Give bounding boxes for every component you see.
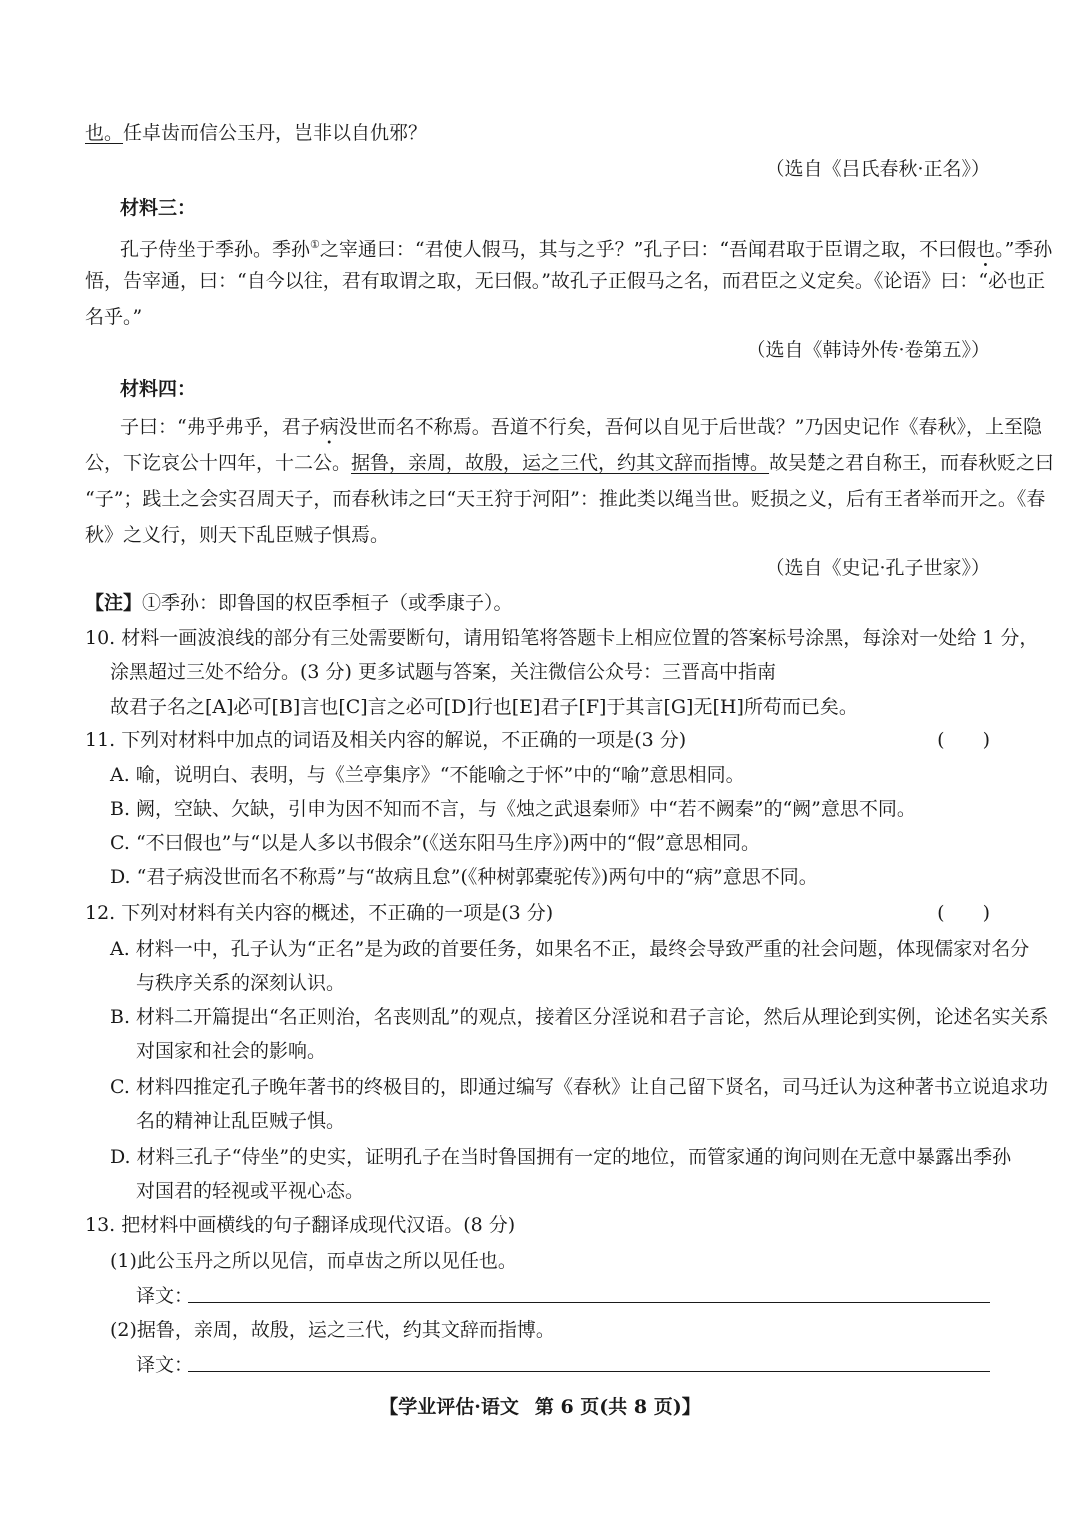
answer-paren: ( ) <box>937 729 990 751</box>
dotted-word: 也 <box>976 238 996 261</box>
dotted-word: 病 <box>319 416 339 438</box>
question-12-option-c-line-2: 名的精神让乱臣贼子惧。 <box>136 1110 346 1132</box>
material-four-source: （选自《史记·孔子世家》） <box>765 557 990 579</box>
question-12-option-b-line-1: B. 材料二开篇提出“名正则治，名丧则乱”的观点，接着区分淫说和君子言论，然后从理论到实例，论述名实关系 <box>110 1006 1049 1028</box>
question-12-stem: 12. 下列对材料有关内容的概述，不正确的一项是(3 分) <box>85 902 554 924</box>
material-three-line-3: 名乎。” <box>85 306 143 328</box>
material-four-line-3: “子”；践土之会实召周天子，而春秋讳之曰“天王狩于河阳”：推此类以绳当世。贬损之义，后有王者举而开之。《春 <box>85 488 1046 510</box>
translation-label: 译文： <box>136 1285 194 1307</box>
underlined-fragment: 也。 <box>85 122 124 144</box>
material-four-line-4: 秋》之义行，则天下乱臣贼子惧焉。 <box>85 524 390 546</box>
question-12-option-b-line-2: 对国家和社会的影响。 <box>136 1040 327 1062</box>
material-three-source: （选自《韩诗外传·卷第五》） <box>746 339 990 361</box>
material-two-source: （选自《吕氏春秋·正名》） <box>765 158 990 180</box>
question-12-option-a-line-1: A. 材料一中，孔子认为“正名”是为政的首要任务，如果名不正，最终会导致严重的社会问题，体现儒家对名分 <box>110 938 1030 960</box>
text-span: 没世而名不称焉。吾道不行矣，吾何以自见于后世哉？”乃因史记作《春秋》，上至隐 <box>338 416 1042 438</box>
text-span: 之宰通曰：“君使人假马，其与之乎？”孔子曰：“吾闻君取于臣谓之取，不曰假 <box>319 238 977 261</box>
translation-answer-line-1[interactable] <box>188 1302 990 1303</box>
underlined-sentence: 据鲁，亲周，故殷，运之三代，约其文辞而指博。 <box>351 452 770 474</box>
material-four-line-1 <box>120 410 1042 449</box>
note-marker: ① <box>310 238 320 251</box>
question-11-stem: 11. 下列对材料中加点的词语及相关内容的解说，不正确的一项是(3 分) <box>85 729 687 751</box>
material-three-heading: 材料三： <box>120 197 197 219</box>
question-11-option-a: A. 喻，说明白、表明，与《兰亭集序》“不能喻之于怀”中的“喻”意思相同。 <box>110 764 745 786</box>
translation-label: 译文： <box>136 1354 194 1376</box>
material-four-line-2 <box>85 446 1055 480</box>
translation-answer-line-2[interactable] <box>188 1371 990 1372</box>
material-two-tail-text: 任卓齿而信公玉丹，岂非以自仇邪？ <box>123 122 428 144</box>
question-13-stem: 13. 把材料中画横线的句子翻译成现代汉语。(8 分) <box>85 1214 516 1236</box>
question-10-line-1: 10. 材料一画波浪线的部分有三处需要断句，请用铅笔将答题卡上相应位置的答案标号涂黑，每涂对一处给 1 分， <box>85 627 1039 649</box>
text-span: 子曰：“弗乎弗乎，君子 <box>120 416 320 438</box>
question-12-option-d-line-1: D. 材料三孔子“侍坐”的史实，证明孔子在当时鲁国拥有一定的地位，而管家通的询问则在无意中暴露出季孙 <box>110 1146 1012 1168</box>
text-span: 。”季孙 <box>995 238 1053 261</box>
question-12-option-a-line-2: 与秩序关系的深刻认识。 <box>136 972 346 994</box>
question-13-sentence-2: (2)据鲁，亲周，故殷，运之三代，约其文辞而指博。 <box>110 1319 555 1341</box>
question-12-option-d-line-2: 对国君的轻视或平视心态。 <box>136 1180 365 1202</box>
note-label: 【注】 <box>85 592 143 614</box>
material-four-heading: 材料四： <box>120 378 197 400</box>
footer-title: 【学业评估·语文 <box>379 1396 519 1418</box>
text-span: 孔子侍坐于季孙。季孙 <box>120 238 311 261</box>
question-10-options: 故君子名之[A]必可[B]言也[C]言之必可[D]行也[E]君子[F]于其言[G]无[H]所苟而已矣。 <box>110 696 858 718</box>
question-11-option-d: D. “君子病没世而名不称焉”与“故病且怠”(《种树郭橐驼传》)两句中的“病”意思不同。 <box>110 866 818 888</box>
answer-paren: ( ) <box>937 902 990 924</box>
text-span: 公，下讫哀公十四年，十二公。 <box>85 452 352 474</box>
note-text: ①季孙：即鲁国的权臣季桓子（或季康子）。 <box>142 592 513 614</box>
footer-page-number: 第 6 页(共 8 页)】 <box>534 1396 701 1418</box>
text-span: 故吴楚之君自称王，而春秋贬之曰 <box>769 452 1055 474</box>
question-10-line-2: 涂黑超过三处不给分。(3 分) 更多试题与答案，关注微信公众号：三晋高中指南 <box>110 661 776 683</box>
material-three-line-2: 悟，告宰通，曰：“自今以往，君有取谓之取，无曰假。”故孔子正假马之名，而君臣之义定矣。《论语》曰：“必也正 <box>85 270 1046 292</box>
question-12-option-c-line-1: C. 材料四推定孔子晚年著书的终极目的，即通过编写《春秋》让自己留下贤名，司马迁认为这种著书立说追求功 <box>110 1076 1048 1098</box>
page-footer <box>0 1392 1080 1419</box>
question-13-sentence-1: (1)此公玉丹之所以见信，而卓齿之所以见任也。 <box>110 1250 517 1272</box>
question-11-option-c: C. “不曰假也”与“以是人多以书假余”(《送东阳马生序》)两中的“假”意思相同。 <box>110 832 761 854</box>
annotation-note <box>85 586 990 620</box>
material-two-tail <box>85 116 990 150</box>
question-11-option-b: B. 阙，空缺、欠缺，引申为因不知而不言，与《烛之武退秦师》中“若不阙秦”的“阙”意思不同。 <box>110 798 916 820</box>
